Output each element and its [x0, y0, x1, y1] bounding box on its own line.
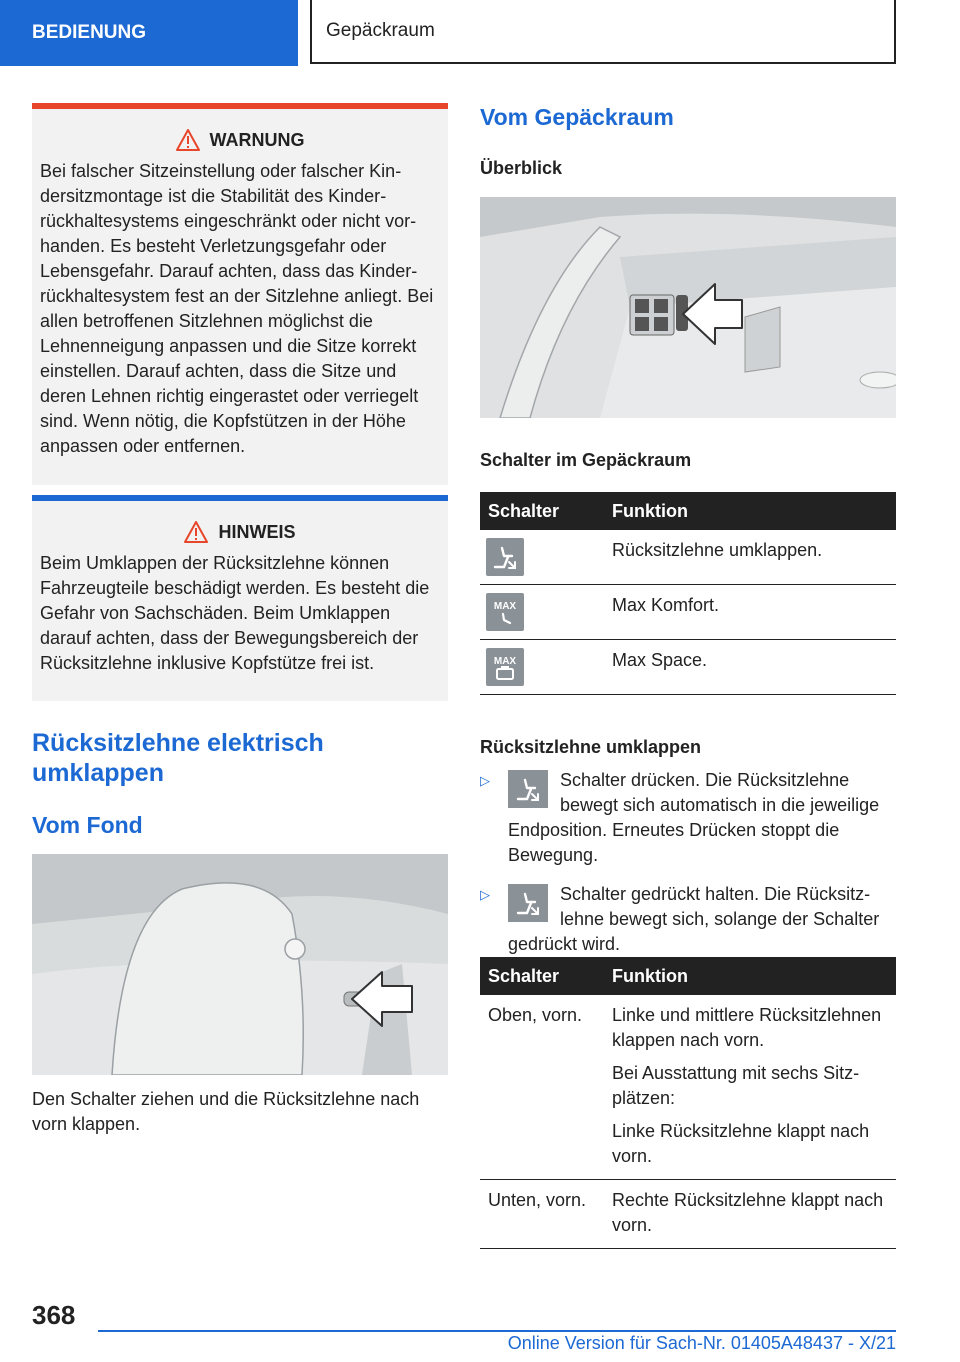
warning-icon — [176, 129, 200, 151]
function-line: Linke und mittlere Rücksitzlehnen klappen nach vorn. — [612, 1005, 882, 1050]
hint-box — [32, 495, 448, 701]
max-space-icon — [486, 648, 524, 686]
col-header-function: Funktion — [604, 957, 896, 995]
switch-heading: Schalter im Gepäckraum — [480, 450, 692, 470]
warning-label: WARNUNG — [209, 129, 305, 150]
hint-header — [40, 521, 440, 543]
warning-icon — [184, 521, 208, 543]
fold-heading: Rücksitzlehne umklappen — [480, 737, 702, 757]
function-cell — [604, 995, 896, 1180]
bullet-text: Schalter gedrückt halten. Die Rücksitzlehne bewegt sich, solange der Schalter gedrückt wird. — [508, 884, 880, 954]
page-header-title: Gepäckraum — [310, 0, 896, 64]
rear-caption: Den Schalter ziehen und die Rücksitzlehne nach vorn klappen. — [32, 1089, 420, 1134]
page-number: 368 — [32, 1300, 76, 1330]
rear-seat-photo — [32, 854, 448, 1075]
trunk-photo — [480, 197, 896, 418]
table-row — [480, 640, 896, 695]
bullet-triangle-icon: ▷ — [480, 773, 490, 788]
seat-fold-icon — [486, 538, 524, 576]
overview-heading: Überblick — [480, 158, 563, 178]
svg-text:MAX: MAX — [493, 601, 517, 612]
function-cell: Rücksitzlehne umklappen. — [604, 530, 896, 585]
max-comfort-icon — [486, 593, 524, 631]
col-header-switch: Schalter — [480, 957, 604, 995]
bullet-text: Schalter drücken. Die Rücksitzlehne bewegt sich automatisch in die jeweilige Endposition. Erneutes Drücken stoppt die Bewegung. — [508, 770, 880, 865]
function-line: Rechte Rücksitzlehne klappt nach vorn. — [612, 1190, 884, 1235]
function-cell: Max Space. — [604, 640, 896, 695]
switch-table — [480, 492, 896, 695]
subheading-rear: Vom Fond — [32, 812, 143, 838]
table-row — [480, 995, 896, 1180]
function-cell — [604, 1180, 896, 1249]
list-item — [480, 882, 896, 957]
section-heading-fold: Rücksitzlehne elektrisch umklappen — [32, 729, 324, 787]
footer-text: Online Version für Sach-Nr. 01405A48437 - X/21 — [507, 1333, 896, 1353]
col-header-function: Funktion — [604, 492, 896, 530]
heading-from-trunk: Vom Gepäckraum — [480, 104, 674, 130]
fold-switch-table — [480, 957, 896, 1249]
bullet-list — [480, 768, 896, 971]
svg-text:MAX: MAX — [493, 656, 517, 667]
section-label: BEDIENUNG — [0, 0, 298, 66]
seat-fold-icon — [508, 770, 548, 808]
table-row — [480, 585, 896, 640]
hint-text: Beim Umklappen der Rücksitzlehne können Fahrzeugteile beschädigt werden. Es besteht die Gefahr von Sachschäden. Beim Umklappen darauf achten, dass der Bewegungsbereich der Rücksitzlehne inklusive Kopfstütze frei ist. — [40, 553, 430, 673]
table-row — [480, 530, 896, 585]
function-cell: Max Komfort. — [604, 585, 896, 640]
table-row — [480, 1180, 896, 1249]
col-header-switch: Schalter — [480, 492, 604, 530]
footer-rule — [98, 1330, 896, 1332]
hint-label: HINWEIS — [218, 521, 296, 542]
bullet-triangle-icon: ▷ — [480, 887, 490, 902]
seat-fold-icon — [508, 884, 548, 922]
switch-cell: Oben, vorn. — [480, 995, 604, 1180]
warning-header — [40, 129, 440, 151]
function-line: Linke Rücksitzlehne klappt nach vorn. — [612, 1121, 870, 1166]
function-line: Bei Ausstattung mit sechs Sitzplätzen: — [612, 1063, 860, 1108]
warning-box — [32, 103, 448, 485]
switch-cell: Unten, vorn. — [480, 1180, 604, 1249]
list-item — [480, 768, 896, 868]
warning-text: Bei falscher Sitzeinstellung oder falscher Kindersitzmontage ist die Stabilität des Kinderrückhaltesystems eingeschränkt oder nicht vorhanden. Es besteht Verletzungsgefahr oder Lebensgefahr. Darauf achten, dass das Kinderrückhaltesystem fest an der Sitzlehne anliegt. Bei allen betroffenen Sitzlehnen möglichst die Lehnenneigung anpassen und die Sitze korrekt einstellen. Darauf achten, dass die Sitze und deren Lehnen richtig eingerastet oder verriegelt sind. Wenn nötig, die Kopfstützen in der Höhe anpassen oder entfernen. — [40, 161, 434, 456]
